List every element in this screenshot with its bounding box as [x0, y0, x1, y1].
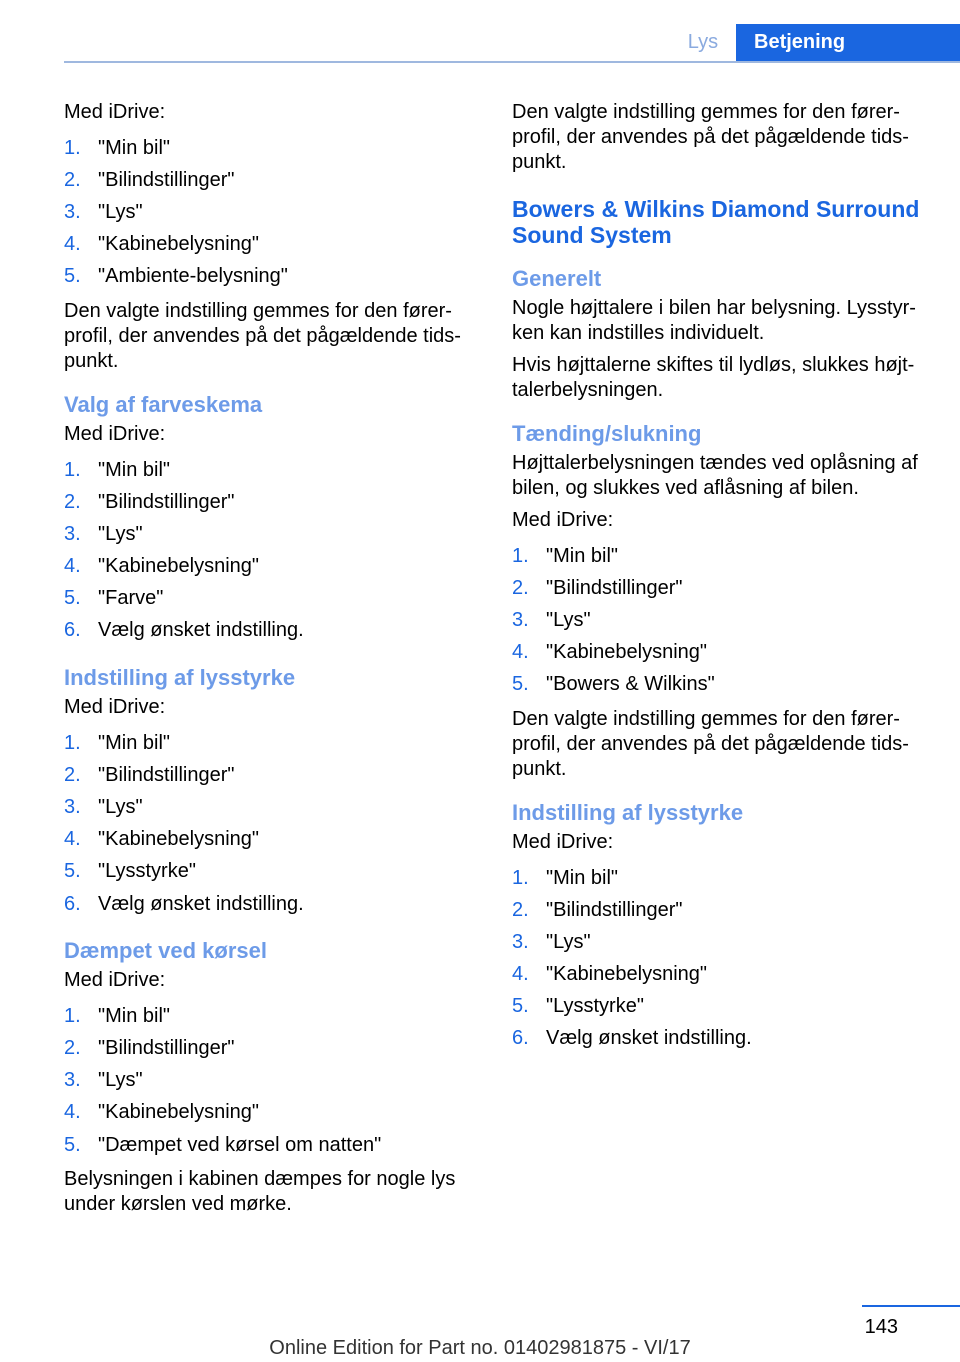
section-label: Med iDrive:: [64, 969, 166, 992]
header-section-label: Lys: [687, 31, 719, 53]
body-paragraph: Hvis højttalerne skiftes til lydløs, slukkes højttalerbelysningen.: [512, 354, 915, 401]
intro-label: Med iDrive:: [64, 101, 166, 123]
section-heading: Dæmpet ved kørsel: [64, 938, 267, 964]
note-paragraph: Den valgte indstilling gemmes for den førerprofil, der anvendes på det pågældende tidspunkt.: [512, 101, 909, 173]
list-item: 3. "Lys": [512, 930, 591, 953]
list-item: 4. "Kabinebelysning": [64, 828, 259, 851]
section-heading: Tænding/slukning: [512, 421, 702, 446]
body-paragraph: Nogle højttalere i bilen har belysning. Lysstyrken kan indstilles individuelt.: [512, 297, 916, 344]
list-item: 5. "Farve": [64, 587, 164, 610]
note-paragraph: Den valgte indstilling gemmes for den førerprofil, der anvendes på det pågældende tidspunkt.: [64, 299, 461, 372]
section-label: Med iDrive:: [512, 509, 614, 531]
step-list: [64, 454, 464, 647]
main-section-title: Bowers & Wilkins Diamond Surround Sound System: [512, 196, 920, 248]
section-heading: Valg af farveskema: [64, 391, 263, 417]
body-paragraph: Højttalerbelysningen tændes ved oplåsning af bilen, og slukkes ved aflåsning af bilen.: [512, 452, 918, 499]
list-item: 3. "Lys": [64, 522, 143, 545]
list-item: 1. "Min bil": [512, 544, 618, 567]
note-paragraph: Belysningen i kabinen dæmpes for nogle lys under kørslen ved mørke.: [64, 1168, 456, 1216]
list-item: 1. "Min bil": [64, 1004, 170, 1027]
step-list: [512, 862, 922, 1055]
list-item: 4. "Kabinebelysning": [64, 233, 259, 256]
list-item: 6. Vælg ønsket indstilling.: [512, 1027, 752, 1050]
edition-footer: Online Edition for Part no. 01402981875 - VI/17: [269, 1337, 691, 1359]
list-item: 3. "Lys": [64, 796, 143, 819]
step-list: [64, 1000, 464, 1161]
header-chapter-tab: Betjening: [736, 24, 960, 61]
list-item: 4. "Kabinebelysning": [512, 641, 707, 664]
list-item: 1. "Min bil": [64, 458, 170, 481]
list-item: 4. "Kabinebelysning": [64, 1101, 259, 1124]
list-item: 1. "Min bil": [64, 136, 170, 159]
list-item: 3. "Lys": [512, 608, 591, 631]
list-item: 5. "Ambiente-belysning": [64, 265, 288, 288]
left-column: [64, 100, 464, 1224]
list-item: 2. "Bilindstillinger": [512, 576, 683, 599]
list-item: 1. "Min bil": [512, 866, 618, 889]
section-label: Med iDrive:: [512, 830, 614, 853]
list-item: 5. "Bowers & Wilkins": [512, 673, 715, 696]
list-item: 4. "Kabinebelysning": [64, 555, 259, 578]
list-item: 5. "Lysstyrke": [64, 860, 196, 883]
section-label: Med iDrive:: [64, 696, 166, 719]
step-list: [64, 132, 464, 293]
list-item: 2. "Bilindstillinger": [64, 763, 235, 786]
list-item: 2. "Bilindstillinger": [64, 168, 235, 191]
list-item: 2. "Bilindstillinger": [512, 898, 683, 921]
list-item: 2. "Bilindstillinger": [64, 1036, 235, 1059]
section-label: Med iDrive:: [64, 422, 166, 445]
page-number: 143: [864, 1316, 898, 1338]
list-item: 3. "Lys": [64, 200, 143, 223]
header-rule: [64, 61, 960, 63]
list-item: 4. "Kabinebelysning": [512, 963, 707, 986]
list-item: 1. "Min bil": [64, 731, 170, 754]
list-item: 3. "Lys": [64, 1069, 143, 1092]
list-item: 6. Vælg ønsket indstilling.: [64, 892, 304, 915]
footer-rule: [862, 1305, 960, 1307]
list-item: 6. Vælg ønsket indstilling.: [64, 619, 304, 642]
step-list: [512, 540, 922, 701]
right-column: [512, 100, 922, 1061]
list-item: 5. "Lysstyrke": [512, 995, 644, 1018]
step-list: [64, 727, 464, 920]
list-item: 2. "Bilindstillinger": [64, 490, 235, 513]
list-item: 5. "Dæmpet ved kørsel om natten": [64, 1133, 382, 1156]
section-heading: Generelt: [512, 266, 602, 291]
section-heading: Indstilling af lysstyrke: [512, 799, 744, 825]
section-heading: Indstilling af lysstyrke: [64, 665, 296, 691]
note-paragraph: Den valgte indstilling gemmes for den førerprofil, der anvendes på det pågældende tidspunkt.: [512, 707, 909, 780]
